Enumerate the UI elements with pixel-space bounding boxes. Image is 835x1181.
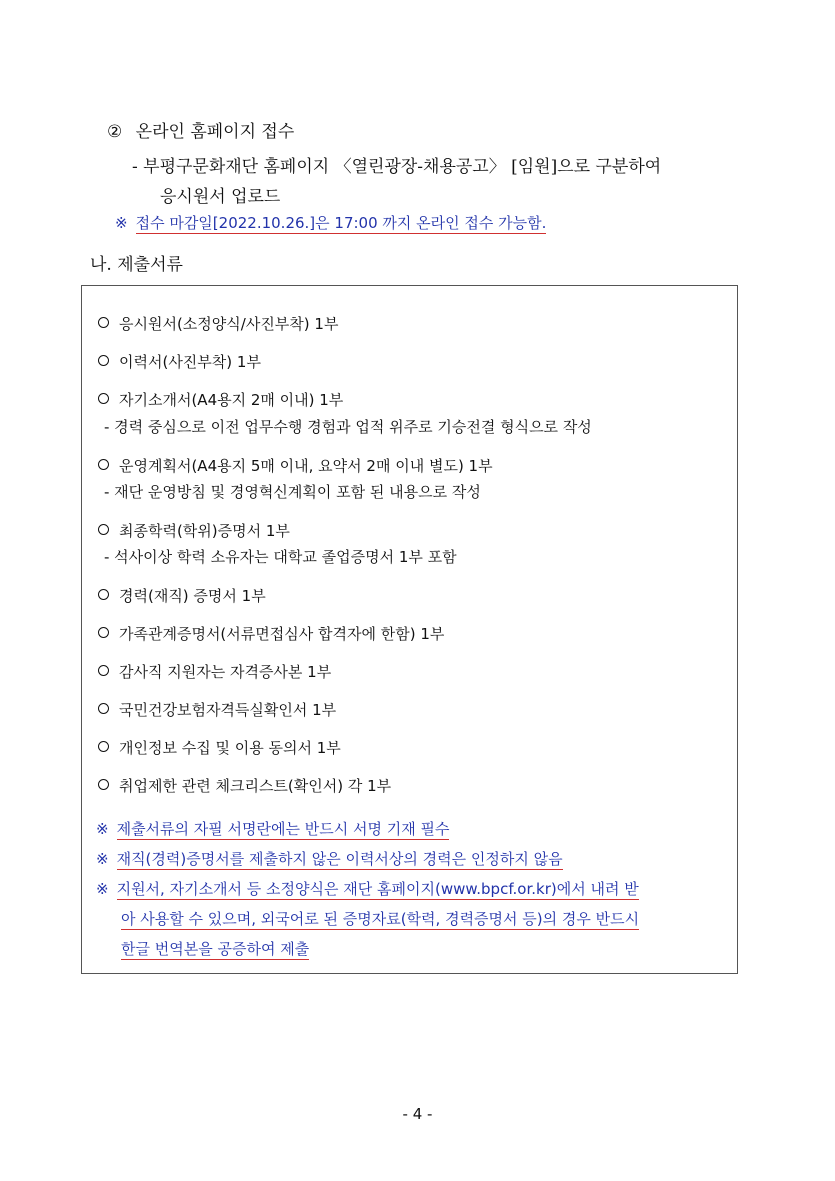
- section-title-text: 온라인 홈페이지 접수: [135, 122, 295, 142]
- doc-item-text: 최종학력(학위)증명서 1부: [119, 522, 290, 540]
- online-instruction-line2: 응시원서 업로드: [160, 187, 281, 207]
- doc-item: [98, 455, 493, 476]
- circle-bullet-icon: [98, 665, 109, 676]
- circle-bullet-icon: [98, 589, 109, 600]
- circle-bullet-icon: [98, 459, 109, 470]
- note: [96, 878, 639, 899]
- doc-item-text: 국민건강보험자격득실확인서 1부: [119, 701, 337, 719]
- doc-item-sub: - 경력 중심으로 이전 업무수행 경험과 업적 위주로 기승전결 형식으로 작성: [104, 418, 592, 436]
- note-text: 지원서, 자기소개서 등 소정양식은 재단 홈페이지(www.bpcf.or.kr)에서 내려 받: [116, 880, 639, 898]
- note-text: 제출서류의 자필 서명란에는 반드시 서명 기재 필수: [116, 820, 450, 838]
- circle-bullet-icon: [98, 779, 109, 790]
- circle-bullet-icon: [98, 393, 109, 404]
- doc-item: [98, 737, 341, 758]
- deadline-note-text: 접수 마감일[2022.10.26.]은 17:00 까지 온라인 접수 가능함.: [135, 214, 547, 232]
- online-instruction-line1: - 부평구문화재단 홈페이지 〈열린광장-채용공고〉 [임원]으로 구분하여: [132, 157, 662, 177]
- circle-bullet-icon: [98, 317, 109, 328]
- note-continuation: [121, 908, 639, 929]
- doc-item: [98, 661, 331, 682]
- note: [96, 848, 563, 869]
- note: [96, 818, 449, 839]
- deadline-note: [115, 212, 546, 233]
- note-mark: ※: [96, 820, 109, 838]
- note-mark: ※: [96, 850, 109, 868]
- doc-item-sub: - 석사이상 학력 소유자는 대학교 졸업증명서 1부 포함: [104, 548, 457, 566]
- circle-bullet-icon: [98, 627, 109, 638]
- note-text: 한글 번역본을 공증하여 제출: [121, 940, 310, 958]
- docs-heading: 나. 제출서류: [90, 255, 183, 275]
- circle-bullet-icon: [98, 524, 109, 535]
- doc-item-text: 가족관계증명서(서류면접심사 합격자에 한함) 1부: [119, 625, 445, 643]
- doc-item: [98, 775, 391, 796]
- doc-item-text: 개인정보 수집 및 이용 동의서 1부: [119, 739, 341, 757]
- doc-item: [98, 389, 343, 410]
- section-number: ②: [107, 122, 123, 142]
- doc-item: [98, 351, 261, 372]
- circle-bullet-icon: [98, 355, 109, 366]
- note-text: 아 사용할 수 있으며, 외국어로 된 증명자료(학력, 경력증명서 등)의 경우 반드시: [121, 910, 640, 928]
- note-continuation: [121, 938, 309, 959]
- circle-bullet-icon: [98, 741, 109, 752]
- page-number: - 4 -: [402, 1105, 433, 1123]
- note-text: 재직(경력)증명서를 제출하지 않은 이력서상의 경력은 인정하지 않음: [116, 850, 563, 868]
- circle-bullet-icon: [98, 703, 109, 714]
- doc-item-sub: - 재단 운영방침 및 경영혁신계획이 포함 된 내용으로 작성: [104, 483, 481, 501]
- doc-item-text: 자기소개서(A4용지 2매 이내) 1부: [119, 391, 344, 409]
- section-online-title: [107, 117, 294, 142]
- doc-item: [98, 520, 290, 541]
- doc-item-text: 경력(재직) 증명서 1부: [119, 587, 266, 605]
- doc-item-text: 이력서(사진부착) 1부: [119, 353, 261, 371]
- doc-item-text: 감사직 지원자는 자격증사본 1부: [119, 663, 332, 681]
- doc-item-text: 운영계획서(A4용지 5매 이내, 요약서 2매 이내 별도) 1부: [119, 457, 493, 475]
- note-mark: ※: [115, 214, 128, 232]
- doc-item: [98, 623, 444, 644]
- doc-item: [98, 699, 336, 720]
- doc-item: [98, 585, 266, 606]
- doc-item-text: 취업제한 관련 체크리스트(확인서) 각 1부: [119, 777, 392, 795]
- doc-item-text: 응시원서(소정양식/사진부착) 1부: [119, 315, 339, 333]
- doc-item: [98, 313, 338, 334]
- note-mark: ※: [96, 880, 109, 898]
